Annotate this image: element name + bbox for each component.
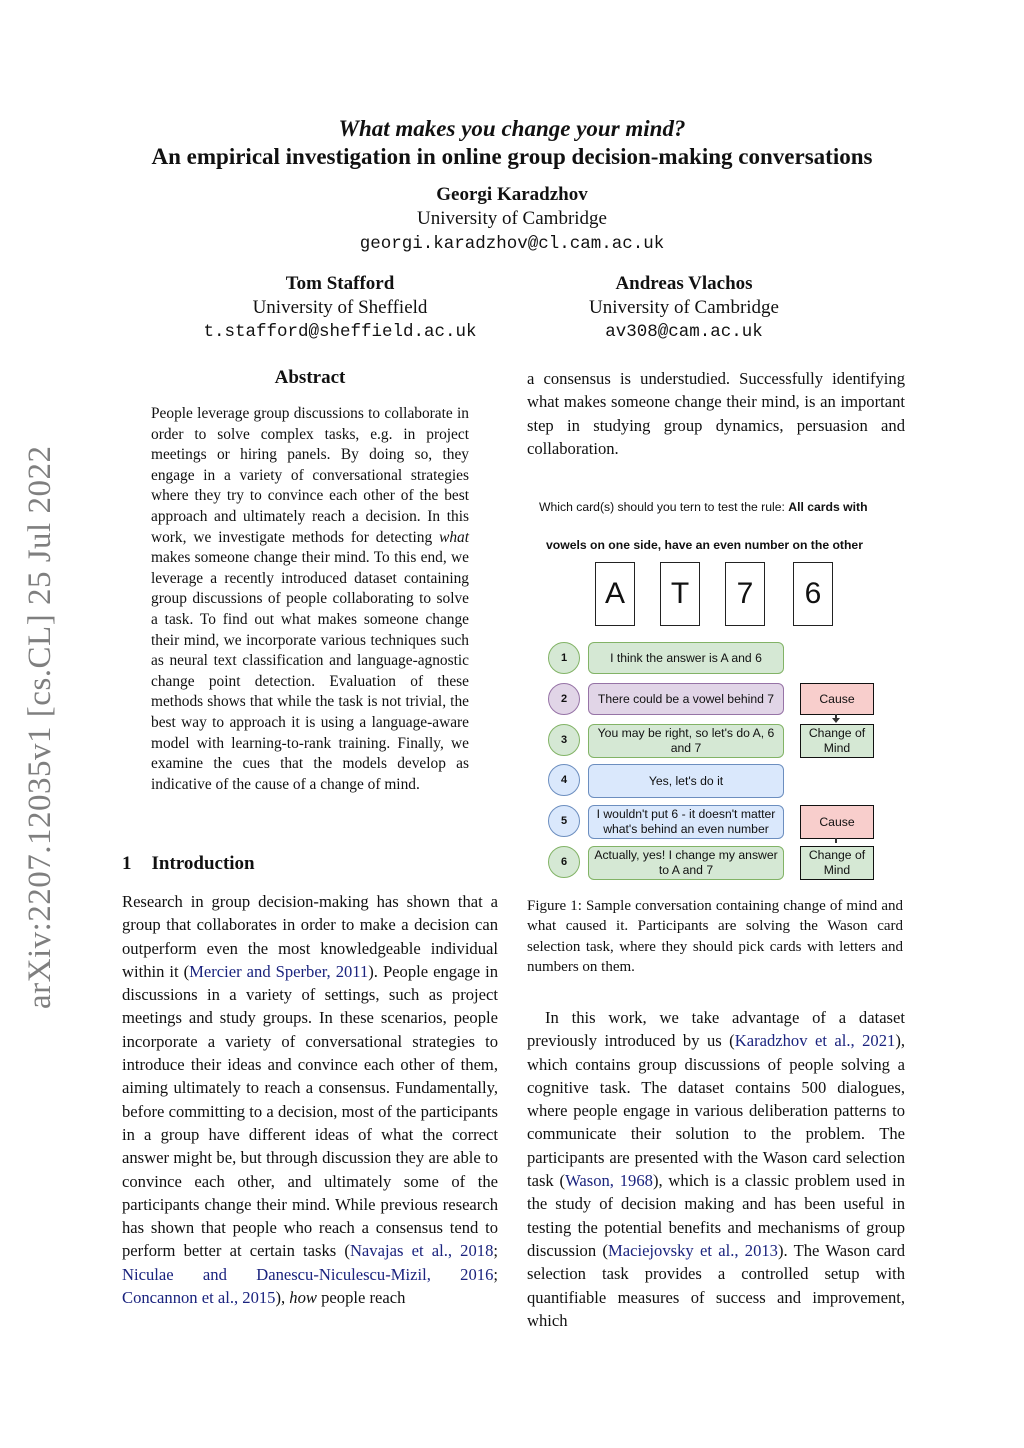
author-name: Georgi Karadzhov <box>436 184 588 205</box>
author-affiliation: University of Cambridge <box>589 297 779 318</box>
cause-tag: Cause <box>800 683 874 715</box>
figure-1 <box>527 496 907 886</box>
turn-number-badge: 3 <box>548 724 580 756</box>
turn-number-badge: 5 <box>548 805 580 837</box>
turn-number-badge: 1 <box>548 642 580 674</box>
card-a: A <box>595 562 635 626</box>
citation-link[interactable]: Maciejovsky et al., 2013 <box>607 1240 778 1260</box>
citation-link[interactable]: Karadzhov et al., 2021 <box>734 1031 896 1051</box>
abstract-emphasis: what <box>439 528 469 546</box>
card-t: T <box>660 562 700 626</box>
author-name: Tom Stafford <box>285 273 395 294</box>
right-body-paragraph: In this work, we take advantage of a dataset previously introduced by us (Karadzhov et al., 2021), which contains group discussions of people solving a cognitive task. The dataset contains 500 dialogues, where people engage in various deliberation patterns to communicate their solution to the problem. The participants are presented with the Wason card selection task (Wason, 1968), which is a classic problem used in the study of decision making and has been useful in testing the potential benefits and mechanisms of group discussion (Maciejovsky et al., 2013). The Wason card selection task provides a controlled setup with quantifiable measures of success and improvement, which <box>527 1008 906 1330</box>
change-of-mind-tag: Change of Mind <box>800 846 874 880</box>
abstract-text: People leverage group discussions to collaborate in order to solve complex tasks, e.g. in project meetings or hiring panels. By doing so, they engage in a variety of conversational strategies where they try to convince each other of the best approach and ultimately reach a decision. In this work, we investigate methods for detecting what makes someone change their mind. To this end, we leverage a recently introduced dataset containing group discussions of people collaborating to solve a task. To find out what makes someone change their mind, we incorporate various techniques such as neural text classification and language-agnostic change point detection. Evaluation of these methods shows that while the task is not trivial, the best way to approach it is using a language-aware model with learning-to-rank training. Finally, we examine the cues that the models develop as indicative of the cause of a change of mind. <box>151 405 469 793</box>
citation-link[interactable]: Concannon et al., 2015 <box>122 1288 276 1308</box>
intro-paragraph: Research in group decision-making has shown that a group that collaborates in order to make a decision can outperform even the most knowledgeable individual within it (Mercier and Sperber, 2011). People engage in discussions in a variety of settings, such as project meetings and study groups. In these scenarios, people incorporate a variety of conversational strategies to introduce their ideas and convince each other of them, aiming ultimately to reach a consensus. Fundamentally, before committing to a decision, most of the participants in a group have different ideas of what the correct answer might be, but through discussion they are able to convince each other, and ultimately some of the participants change their mind. While previous research has shown that people who reach a consensus tend to perform better at certain tasks (Navajas et al., 2018; Niculae and Danescu-Niculescu-Mizil, 2016; Concannon et al., 2015), how people reach <box>122 892 498 1308</box>
author-affiliation: University of Sheffield <box>252 297 428 318</box>
abstract-heading: Abstract <box>274 367 346 388</box>
cause-arrow-head <box>832 718 840 723</box>
turn-message: You may be right, so let's do A, 6 and 7 <box>588 724 784 758</box>
cause-arrow <box>835 838 837 843</box>
citation-link[interactable]: Wason, 1968 <box>565 1171 653 1191</box>
author-email[interactable]: georgi.karadzhov@cl.cam.ac.uk <box>359 234 665 254</box>
right-column-paragraph: a consensus is understudied. Successfully identifying what makes someone change their mind, is an important step in studying group dynamics, persuasion and collaboration. <box>527 369 905 458</box>
turn-message: Actually, yes! I change my answer to A and 7 <box>588 846 784 880</box>
author-email[interactable]: av308@cam.ac.uk <box>605 322 763 342</box>
author-affiliation: University of Cambridge <box>417 208 607 229</box>
author-email[interactable]: t.stafford@sheffield.ac.uk <box>203 322 477 342</box>
turn-message: I think the answer is A and 6 <box>588 642 784 674</box>
card-6: 6 <box>793 562 833 626</box>
turn-number-badge: 4 <box>548 764 580 796</box>
figure-1-caption: Figure 1: Sample conversation containing change of mind and what caused it. Participants are solving the Wason card selection task, where they should pick cards with letters and numbers on them. <box>527 898 903 976</box>
arxiv-stamp: arXiv:2207.12035v1 [cs.CL] 25 Jul 2022 <box>22 445 58 1009</box>
turn-number-badge: 6 <box>548 846 580 878</box>
citation-link[interactable]: Navajas et al., 2018 <box>349 1241 494 1261</box>
change-of-mind-tag: Change of Mind <box>800 724 874 758</box>
turn-number-badge: 2 <box>548 683 580 715</box>
section-heading-introduction: 1 Introduction <box>122 853 255 874</box>
turn-message: Yes, let's do it <box>588 764 784 798</box>
card-7: 7 <box>725 562 765 626</box>
cause-tag: Cause <box>800 805 874 839</box>
citation-link[interactable]: Niculae and Danescu-Niculescu-Mizil, 2016 <box>122 1264 494 1284</box>
figure-question-line1: Which card(s) should you tern to test the rule: All cards with <box>539 500 868 514</box>
figure-question-line2: vowels on one side, have an even number on the other <box>546 538 863 552</box>
paper-title-line2: An empirical investigation in online group decision-making conversations <box>151 144 873 169</box>
author-name: Andreas Vlachos <box>615 273 753 294</box>
turn-message: There could be a vowel behind 7 <box>588 683 784 715</box>
turn-message: I wouldn't put 6 - it doesn't matter what's behind an even number <box>588 805 784 839</box>
paper-title-line1: What makes you change your mind? <box>338 116 686 141</box>
citation-link[interactable]: Mercier and Sperber, 2011 <box>189 961 369 981</box>
